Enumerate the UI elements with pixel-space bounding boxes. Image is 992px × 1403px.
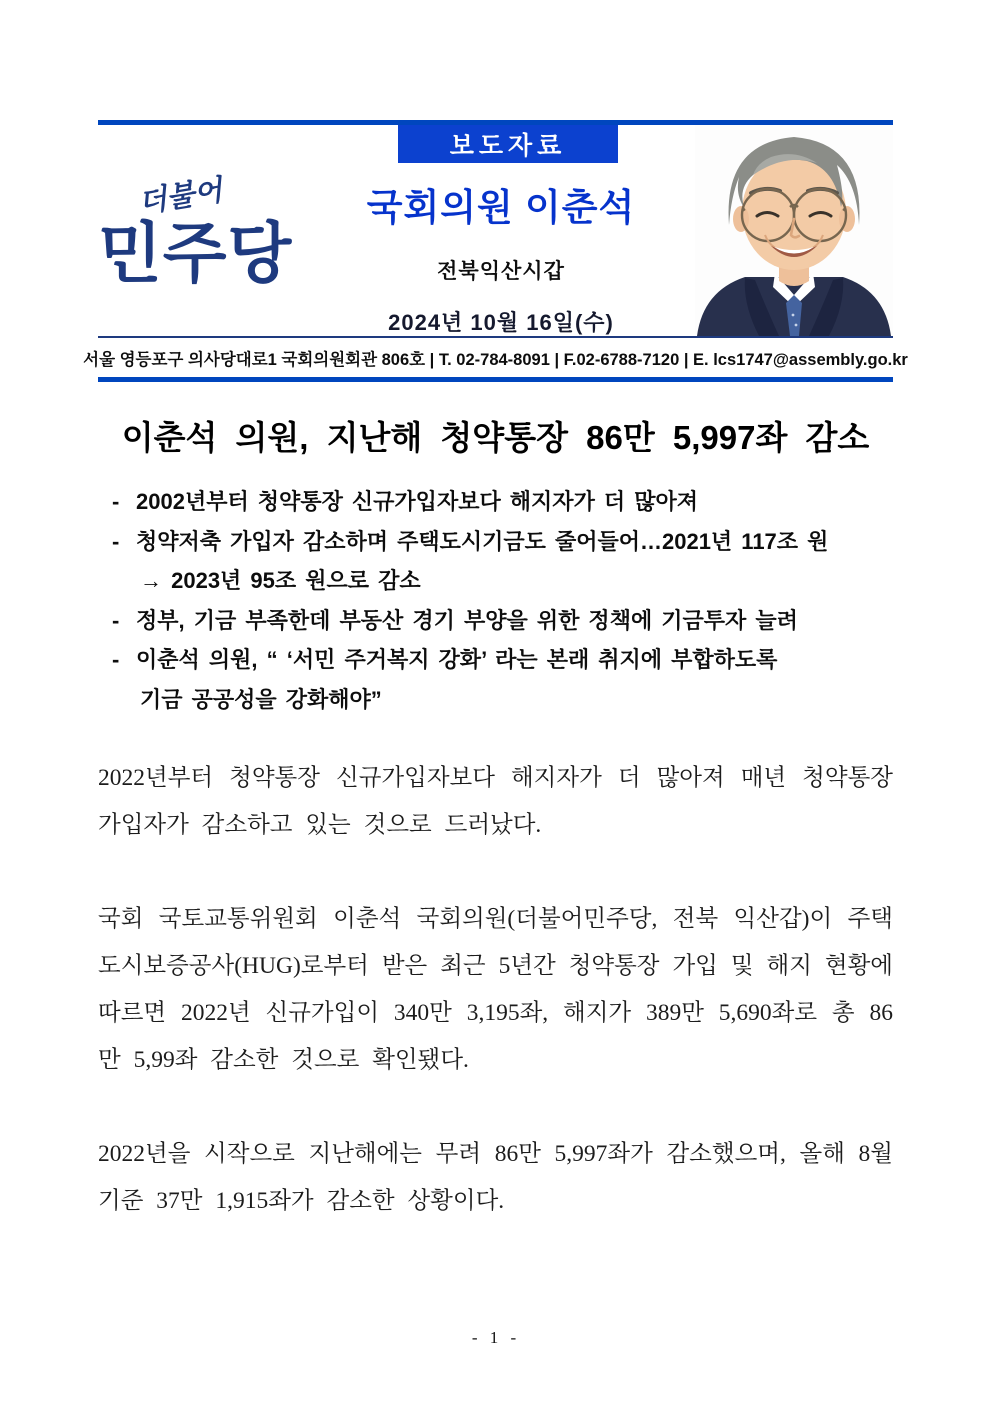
header-identity-block: [336, 177, 666, 337]
body-paragraph: 2022년을 시작으로 지난해에는 무려 86만 5,997좌가 감소했으며, 올해 8월 기준 37만 1,915좌가 감소한 상황이다.: [98, 1141, 893, 1214]
party-logo: [98, 166, 343, 326]
bullet-text: 2002년부터 청약통장 신규가입자보다 해지자가 더 많아져: [136, 489, 699, 514]
article-body: [98, 755, 893, 1225]
bullet-continuation: 기금 공공성을 강화해야”: [140, 686, 382, 712]
member-district: 전북익산시갑: [437, 260, 565, 283]
headline: 이춘석 의원, 지난해 청약통장 86만 5,997좌 감소: [121, 419, 870, 456]
contact-info: 서울 영등포구 의사당대로1 국회의원회관 806호 | T. 02-784-8091 | F.02-6788-7120 | E. lcs1747@assembly.go.kr: [83, 351, 908, 369]
bullet-dash: -: [112, 607, 120, 633]
bullet-dash: -: [112, 647, 120, 672]
bullet-item: [112, 522, 893, 601]
contact-strip-bottom-rule: [98, 377, 893, 382]
bullet-dash: -: [112, 528, 120, 554]
member-title: 국회의원 이춘석: [366, 187, 636, 228]
bullet-text: 청약저축 가입자 감소하며 주택도시기금도 줄어들어…2021년 117조 원: [136, 528, 829, 554]
body-paragraph: 2022년부터 청약통장 신규가입자보다 해지자가 더 많아져 매년 청약통장 가입자가 감소하고 있는 것으로 드러났다.: [98, 765, 893, 838]
party-logo-wordmark: 민주당: [98, 216, 293, 290]
bullet-item: [112, 640, 893, 719]
contact-strip-top-rule: [98, 336, 893, 338]
press-release-badge: [398, 125, 618, 163]
bullet-dash: -: [112, 489, 120, 514]
party-logo-script-text: 더불어: [136, 172, 225, 220]
letterhead: [83, 120, 908, 382]
body-paragraph: 국회 국토교통위원회 이춘석 국회의원(더불어민주당, 전북 익산갑)이 주택도시보증공사(HUG)로부터 받은 최근 5년간 청약통장 가입 및 해지 현황에 따르면 2022년 신규가입이 340만 3,195좌, 해지가 389만 5,690좌로 총 86만 5,99좌 감소한 것으로 확인됐다.: [98, 906, 893, 1073]
release-date: 2024년 10월 16일(수): [388, 310, 614, 335]
portrait-illustration: [695, 125, 893, 336]
page-number: - 1 -: [471, 1328, 521, 1347]
bullet-item: [112, 482, 893, 522]
bullet-item: [112, 601, 893, 641]
bullet-continuation: → 2023년 95조 원으로 감소: [140, 568, 421, 593]
press-release-badge-label: 보도자료: [449, 132, 567, 160]
bullet-text: 정부, 기금 부족한데 부동산 경기 부양을 위한 정책에 기금투자 늘려: [136, 607, 798, 633]
summary-bullets: [112, 482, 893, 719]
bullet-text: 이춘석 의원, “ ‘서민 주거복지 강화’ 라는 본래 취지에 부합하도록: [136, 647, 778, 672]
member-portrait-photo: [695, 125, 893, 336]
